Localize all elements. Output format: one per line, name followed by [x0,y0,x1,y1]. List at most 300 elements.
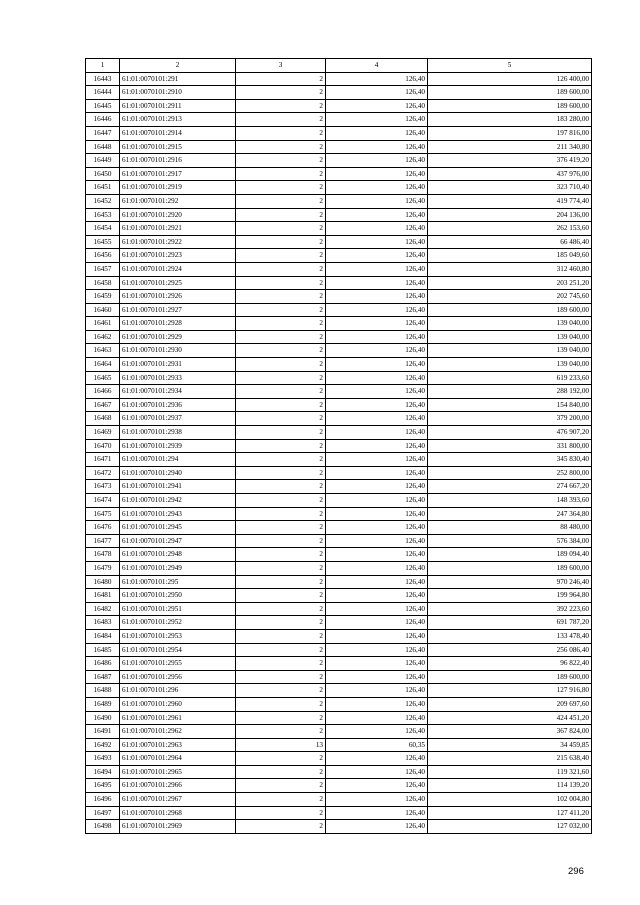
column-4-cell: 126,40 [326,181,428,195]
column-3-cell: 2 [236,181,326,195]
row-number-cell: 16494 [86,765,120,779]
table-row [86,670,592,684]
table-row [86,72,592,86]
column-4-cell: 126,40 [326,317,428,331]
cadastral-number-cell: 61:01:0070101:292 [120,194,236,208]
column-5-cell: 252 800,00 [428,466,592,480]
column-5-cell: 88 480,00 [428,521,592,535]
column-5-cell: 189 600,00 [428,561,592,575]
column-3-cell: 2 [236,684,326,698]
column-5-cell: 66 486,40 [428,235,592,249]
column-4-cell: 126,40 [326,480,428,494]
table-row [86,208,592,222]
row-number-cell: 16447 [86,126,120,140]
column-4-cell: 126,40 [326,398,428,412]
cadastral-number-cell: 61:01:0070101:2963 [120,738,236,752]
row-number-cell: 16446 [86,113,120,127]
table-row [86,643,592,657]
column-5-cell: 288 192,00 [428,385,592,399]
column-3-cell: 2 [236,725,326,739]
column-4-cell: 126,40 [326,793,428,807]
cadastral-number-cell: 61:01:0070101:2936 [120,398,236,412]
table-row [86,602,592,616]
column-5-cell: 331 800,00 [428,439,592,453]
row-number-cell: 16484 [86,629,120,643]
column-5-cell: 576 384,00 [428,534,592,548]
column-header-2: 2 [120,59,236,73]
cadastral-number-cell: 61:01:0070101:2927 [120,303,236,317]
row-number-cell: 16445 [86,99,120,113]
column-4-cell: 126,40 [326,208,428,222]
column-3-cell: 2 [236,657,326,671]
column-5-cell: 34 459,85 [428,738,592,752]
cadastral-number-cell: 61:01:0070101:2911 [120,99,236,113]
column-3-cell: 2 [236,385,326,399]
column-header-3: 3 [236,59,326,73]
table-row [86,548,592,562]
cadastral-number-cell: 61:01:0070101:2966 [120,779,236,793]
row-number-cell: 16455 [86,235,120,249]
table-row [86,711,592,725]
row-number-cell: 16473 [86,480,120,494]
table-row [86,521,592,535]
cadastral-number-cell: 61:01:0070101:294 [120,453,236,467]
cadastral-number-cell: 61:01:0070101:2940 [120,466,236,480]
column-3-cell: 2 [236,589,326,603]
column-4-cell: 126,40 [326,548,428,562]
column-header-1: 1 [86,59,120,73]
row-number-cell: 16481 [86,589,120,603]
table-row [86,480,592,494]
row-number-cell: 16452 [86,194,120,208]
column-4-cell: 126,40 [326,249,428,263]
cadastral-number-cell: 61:01:0070101:296 [120,684,236,698]
column-4-cell: 126,40 [326,711,428,725]
cadastral-number-cell: 61:01:0070101:2956 [120,670,236,684]
cadastral-number-cell: 61:01:0070101:2949 [120,561,236,575]
column-3-cell: 2 [236,439,326,453]
column-3-cell: 2 [236,358,326,372]
column-5-cell: 139 040,00 [428,358,592,372]
column-header-4: 4 [326,59,428,73]
column-3-cell: 2 [236,398,326,412]
column-3-cell: 2 [236,616,326,630]
table-row [86,140,592,154]
column-4-cell: 126,40 [326,765,428,779]
cadastral-number-cell: 61:01:0070101:2939 [120,439,236,453]
column-4-cell: 126,40 [326,752,428,766]
table-row [86,534,592,548]
column-4-cell: 126,40 [326,806,428,820]
table-row [86,126,592,140]
cadastral-number-cell: 61:01:0070101:2937 [120,412,236,426]
column-5-cell: 154 840,00 [428,398,592,412]
row-number-cell: 16463 [86,344,120,358]
row-number-cell: 16470 [86,439,120,453]
column-3-cell: 2 [236,779,326,793]
table-row [86,439,592,453]
cadastral-number-cell: 61:01:0070101:2960 [120,697,236,711]
table-row [86,398,592,412]
cadastral-value-table [85,58,592,834]
cadastral-number-cell: 61:01:0070101:2947 [120,534,236,548]
cadastral-number-cell: 61:01:0070101:2953 [120,629,236,643]
cadastral-number-cell: 61:01:0070101:2910 [120,86,236,100]
row-number-cell: 16444 [86,86,120,100]
cadastral-number-cell: 61:01:0070101:2952 [120,616,236,630]
row-number-cell: 16475 [86,507,120,521]
column-3-cell: 2 [236,86,326,100]
row-number-cell: 16448 [86,140,120,154]
column-5-cell: 379 200,00 [428,412,592,426]
row-number-cell: 16492 [86,738,120,752]
column-4-cell: 126,40 [326,725,428,739]
cadastral-number-cell: 61:01:0070101:2914 [120,126,236,140]
column-5-cell: 119 321,60 [428,765,592,779]
table-row [86,507,592,521]
row-number-cell: 16476 [86,521,120,535]
column-4-cell: 126,40 [326,507,428,521]
column-4-cell: 126,40 [326,684,428,698]
cadastral-number-cell: 61:01:0070101:2941 [120,480,236,494]
column-3-cell: 2 [236,412,326,426]
column-4-cell: 126,40 [326,126,428,140]
row-number-cell: 16487 [86,670,120,684]
table-row [86,752,592,766]
column-3-cell: 2 [236,507,326,521]
column-header-5: 5 [428,59,592,73]
cadastral-number-cell: 61:01:0070101:2934 [120,385,236,399]
column-5-cell: 126 400,00 [428,72,592,86]
cadastral-number-cell: 61:01:0070101:2917 [120,167,236,181]
row-number-cell: 16485 [86,643,120,657]
column-3-cell: 2 [236,371,326,385]
column-3-cell: 2 [236,99,326,113]
cadastral-number-cell: 61:01:0070101:2920 [120,208,236,222]
column-5-cell: 392 223,60 [428,602,592,616]
table-row [86,453,592,467]
column-3-cell: 2 [236,494,326,508]
column-3-cell: 2 [236,126,326,140]
row-number-cell: 16459 [86,290,120,304]
row-number-cell: 16474 [86,494,120,508]
column-5-cell: 127 916,80 [428,684,592,698]
cadastral-number-cell: 61:01:0070101:2928 [120,317,236,331]
column-4-cell: 126,40 [326,99,428,113]
row-number-cell: 16488 [86,684,120,698]
cadastral-number-cell: 61:01:0070101:2942 [120,494,236,508]
column-4-cell: 126,40 [326,670,428,684]
table-row [86,167,592,181]
table-row [86,262,592,276]
table-row [86,249,592,263]
row-number-cell: 16464 [86,358,120,372]
column-4-cell: 126,40 [326,589,428,603]
column-4-cell: 126,40 [326,779,428,793]
cadastral-number-cell: 61:01:0070101:2951 [120,602,236,616]
table-row [86,303,592,317]
column-4-cell: 126,40 [326,167,428,181]
column-4-cell: 126,40 [326,72,428,86]
column-3-cell: 2 [236,480,326,494]
table-row [86,113,592,127]
column-5-cell: 204 136,00 [428,208,592,222]
cadastral-number-cell: 61:01:0070101:2929 [120,330,236,344]
row-number-cell: 16466 [86,385,120,399]
column-5-cell: 970 246,40 [428,575,592,589]
table-row [86,154,592,168]
column-5-cell: 437 976,00 [428,167,592,181]
column-5-cell: 203 251,20 [428,276,592,290]
table-row [86,317,592,331]
row-number-cell: 16467 [86,398,120,412]
column-3-cell: 2 [236,752,326,766]
column-3-cell: 2 [236,670,326,684]
column-3-cell: 2 [236,194,326,208]
column-5-cell: 189 600,00 [428,303,592,317]
row-number-cell: 16443 [86,72,120,86]
column-5-cell: 691 787,20 [428,616,592,630]
column-4-cell: 126,40 [326,303,428,317]
column-3-cell: 2 [236,806,326,820]
column-3-cell: 2 [236,466,326,480]
row-number-cell: 16496 [86,793,120,807]
column-5-cell: 189 600,00 [428,86,592,100]
cadastral-number-cell: 61:01:0070101:2954 [120,643,236,657]
row-number-cell: 16465 [86,371,120,385]
column-5-cell: 114 139,20 [428,779,592,793]
column-5-cell: 476 907,20 [428,426,592,440]
column-4-cell: 126,40 [326,194,428,208]
table-row [86,616,592,630]
column-4-cell: 126,40 [326,616,428,630]
row-number-cell: 16472 [86,466,120,480]
table-row [86,779,592,793]
column-5-cell: 199 964,80 [428,589,592,603]
table-row [86,181,592,195]
cadastral-number-cell: 61:01:0070101:2945 [120,521,236,535]
cadastral-number-cell: 61:01:0070101:2933 [120,371,236,385]
column-5-cell: 345 830,40 [428,453,592,467]
column-5-cell: 312 460,80 [428,262,592,276]
column-4-cell: 126,40 [326,290,428,304]
column-4-cell: 126,40 [326,371,428,385]
cadastral-number-cell: 61:01:0070101:2969 [120,820,236,834]
column-5-cell: 102 004,80 [428,793,592,807]
column-4-cell: 126,40 [326,629,428,643]
column-4-cell: 126,40 [326,643,428,657]
column-4-cell: 126,40 [326,521,428,535]
table-row [86,412,592,426]
column-4-cell: 126,40 [326,276,428,290]
column-5-cell: 127 032,00 [428,820,592,834]
column-5-cell: 262 153,60 [428,222,592,236]
column-3-cell: 2 [236,575,326,589]
column-4-cell: 126,40 [326,358,428,372]
table-row [86,589,592,603]
column-3-cell: 2 [236,820,326,834]
column-3-cell: 2 [236,344,326,358]
table-row [86,235,592,249]
table-row [86,561,592,575]
column-3-cell: 2 [236,643,326,657]
column-4-cell: 126,40 [326,222,428,236]
column-5-cell: 619 233,60 [428,371,592,385]
cadastral-number-cell: 61:01:0070101:2950 [120,589,236,603]
cadastral-number-cell: 61:01:0070101:2913 [120,113,236,127]
table-row [86,194,592,208]
row-number-cell: 16478 [86,548,120,562]
table-row [86,86,592,100]
cadastral-number-cell: 61:01:0070101:295 [120,575,236,589]
cadastral-number-cell: 61:01:0070101:2924 [120,262,236,276]
table-row [86,222,592,236]
row-number-cell: 16451 [86,181,120,195]
table-row [86,99,592,113]
column-5-cell: 376 419,20 [428,154,592,168]
column-5-cell: 323 710,40 [428,181,592,195]
column-5-cell: 139 040,00 [428,344,592,358]
column-3-cell: 2 [236,72,326,86]
column-3-cell: 2 [236,208,326,222]
cadastral-number-cell: 61:01:0070101:2923 [120,249,236,263]
column-4-cell: 126,40 [326,86,428,100]
column-5-cell: 202 745,60 [428,290,592,304]
table-row [86,725,592,739]
table-row [86,385,592,399]
column-5-cell: 256 086,40 [428,643,592,657]
cadastral-number-cell: 61:01:0070101:2938 [120,426,236,440]
row-number-cell: 16454 [86,222,120,236]
column-3-cell: 2 [236,154,326,168]
row-number-cell: 16471 [86,453,120,467]
cadastral-number-cell: 61:01:0070101:2955 [120,657,236,671]
column-4-cell: 126,40 [326,820,428,834]
column-5-cell: 183 280,00 [428,113,592,127]
column-5-cell: 185 049,60 [428,249,592,263]
cadastral-number-cell: 61:01:0070101:291 [120,72,236,86]
column-4-cell: 126,40 [326,657,428,671]
column-4-cell: 126,40 [326,561,428,575]
table-row [86,371,592,385]
column-4-cell: 126,40 [326,453,428,467]
row-number-cell: 16497 [86,806,120,820]
row-number-cell: 16453 [86,208,120,222]
row-number-cell: 16491 [86,725,120,739]
column-5-cell: 133 478,40 [428,629,592,643]
column-3-cell: 2 [236,303,326,317]
column-5-cell: 419 774,40 [428,194,592,208]
column-5-cell: 211 340,80 [428,140,592,154]
table-row [86,330,592,344]
row-number-cell: 16486 [86,657,120,671]
cadastral-number-cell: 61:01:0070101:2916 [120,154,236,168]
column-3-cell: 2 [236,113,326,127]
row-number-cell: 16477 [86,534,120,548]
column-4-cell: 126,40 [326,113,428,127]
row-number-cell: 16479 [86,561,120,575]
column-3-cell: 2 [236,317,326,331]
cadastral-number-cell: 61:01:0070101:2921 [120,222,236,236]
cadastral-number-cell: 61:01:0070101:2919 [120,181,236,195]
cadastral-number-cell: 61:01:0070101:2962 [120,725,236,739]
table-row [86,738,592,752]
row-number-cell: 16457 [86,262,120,276]
column-3-cell: 2 [236,276,326,290]
cadastral-number-cell: 61:01:0070101:2965 [120,765,236,779]
table-header-row [86,59,592,73]
table-row [86,765,592,779]
row-number-cell: 16449 [86,154,120,168]
column-3-cell: 2 [236,262,326,276]
cadastral-number-cell: 61:01:0070101:2961 [120,711,236,725]
row-number-cell: 16480 [86,575,120,589]
row-number-cell: 16483 [86,616,120,630]
cadastral-number-cell: 61:01:0070101:2925 [120,276,236,290]
column-5-cell: 189 600,00 [428,99,592,113]
row-number-cell: 16498 [86,820,120,834]
column-5-cell: 189 600,00 [428,670,592,684]
table-row [86,575,592,589]
column-4-cell: 126,40 [326,154,428,168]
cadastral-number-cell: 61:01:0070101:2943 [120,507,236,521]
column-3-cell: 2 [236,453,326,467]
table-row [86,290,592,304]
table-body [86,72,592,833]
column-5-cell: 139 040,00 [428,330,592,344]
column-4-cell: 60,35 [326,738,428,752]
column-4-cell: 126,40 [326,344,428,358]
column-4-cell: 126,40 [326,697,428,711]
table-row [86,494,592,508]
column-5-cell: 189 094,40 [428,548,592,562]
cadastral-number-cell: 61:01:0070101:2922 [120,235,236,249]
cadastral-number-cell: 61:01:0070101:2931 [120,358,236,372]
column-3-cell: 2 [236,235,326,249]
table-row [86,697,592,711]
column-4-cell: 126,40 [326,466,428,480]
table-row [86,466,592,480]
row-number-cell: 16458 [86,276,120,290]
row-number-cell: 16461 [86,317,120,331]
cadastral-number-cell: 61:01:0070101:2968 [120,806,236,820]
cadastral-number-cell: 61:01:0070101:2948 [120,548,236,562]
column-5-cell: 148 393,60 [428,494,592,508]
column-5-cell: 274 667,20 [428,480,592,494]
table-row [86,426,592,440]
column-5-cell: 367 824,00 [428,725,592,739]
column-3-cell: 2 [236,167,326,181]
column-5-cell: 127 411,20 [428,806,592,820]
row-number-cell: 16482 [86,602,120,616]
column-3-cell: 2 [236,249,326,263]
column-4-cell: 126,40 [326,534,428,548]
column-4-cell: 126,40 [326,494,428,508]
column-5-cell: 139 040,00 [428,317,592,331]
cadastral-number-cell: 61:01:0070101:2967 [120,793,236,807]
column-3-cell: 13 [236,738,326,752]
column-5-cell: 209 697,60 [428,697,592,711]
row-number-cell: 16495 [86,779,120,793]
cadastral-number-cell: 61:01:0070101:2915 [120,140,236,154]
column-4-cell: 126,40 [326,235,428,249]
column-4-cell: 126,40 [326,439,428,453]
row-number-cell: 16460 [86,303,120,317]
table-row [86,793,592,807]
column-3-cell: 2 [236,697,326,711]
page-number: 296 [568,866,584,877]
row-number-cell: 16489 [86,697,120,711]
